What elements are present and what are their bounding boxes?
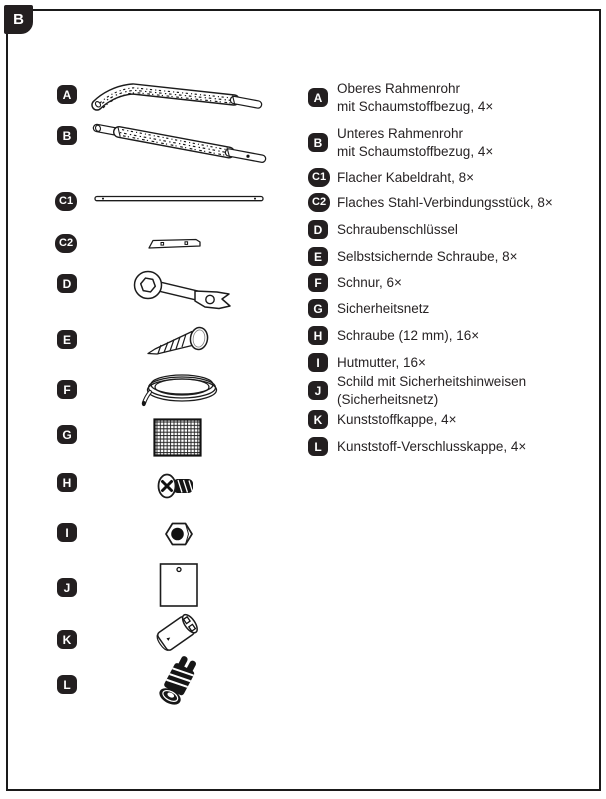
legend-badge-e: E <box>308 247 328 266</box>
legend-text-h: Schraube (12 mm), 16× <box>337 327 480 343</box>
legend-badge-c2: C2 <box>308 193 330 212</box>
legend-item-c2 <box>308 193 600 212</box>
cord-coil-illustration <box>137 364 221 410</box>
legend-text-c2: Flaches Stahl-Verbindungsstück, 8× <box>337 194 553 210</box>
legend-text-l: Kunststoff-Verschlusskappe, 4× <box>337 438 527 454</box>
part-badge-k: K <box>57 630 77 649</box>
legend-badge-j: J <box>308 381 328 400</box>
plastic-closure-cap-illustration <box>152 653 208 714</box>
legend-text-j: Schild mit Sicherheitshinweisen (Sicherheitsnetz) <box>337 374 527 407</box>
legend-text-f: Schnur, 6× <box>337 274 402 290</box>
part-badge-l: L <box>57 675 77 694</box>
legend-item-i <box>308 353 600 372</box>
section-label: B <box>13 11 24 28</box>
legend-badge-k: K <box>308 410 328 429</box>
legend-item-a <box>308 80 600 115</box>
lower-frame-tube-illustration <box>90 121 271 167</box>
screw-12mm-illustration <box>156 470 200 502</box>
part-badge-b: B <box>57 126 77 145</box>
safety-sign-illustration <box>158 561 200 608</box>
part-badge-d: D <box>57 274 77 293</box>
legend-item-f <box>308 273 600 292</box>
legend-item-d <box>308 220 600 239</box>
wrench-illustration <box>127 266 233 316</box>
part-badge-g: G <box>57 425 77 444</box>
legend-item-g <box>308 299 600 318</box>
part-badge-h: H <box>57 473 77 492</box>
section-tab <box>4 5 33 34</box>
legend-badge-i: I <box>308 353 328 372</box>
legend-badge-c1: C1 <box>308 168 330 187</box>
upper-frame-tube-illustration <box>90 78 268 114</box>
part-badge-f: F <box>57 380 77 399</box>
legend-item-j <box>308 373 600 408</box>
legend-badge-g: G <box>308 299 328 318</box>
legend-badge-h: H <box>308 326 328 345</box>
legend-text-b: Unteres Rahmenrohr mit Schaumstoffbezug, 4× <box>337 126 494 159</box>
flat-cable-wire-illustration <box>93 192 265 205</box>
legend-badge-b: B <box>308 133 328 152</box>
legend-text-c1: Flacher Kabeldraht, 8× <box>337 169 474 185</box>
legend-text-e: Selbstsichernde Schraube, 8× <box>337 248 518 264</box>
legend-text-d: Schraubenschlüssel <box>337 221 458 237</box>
part-badge-a: A <box>57 85 77 104</box>
legend-item-k <box>308 410 600 429</box>
legend-badge-f: F <box>308 273 328 292</box>
cap-nut-illustration <box>163 519 197 549</box>
legend-text-i: Hutmutter, 16× <box>337 354 426 370</box>
legend-item-l <box>308 437 600 456</box>
legend-text-k: Kunststoffkappe, 4× <box>337 411 457 427</box>
legend-badge-l: L <box>308 437 328 456</box>
self-locking-screw-illustration <box>141 325 211 359</box>
part-badge-i: I <box>57 523 77 542</box>
legend-badge-d: D <box>308 220 328 239</box>
legend-item-e <box>308 247 600 266</box>
part-badge-c2: C2 <box>55 234 77 253</box>
legend-badge-a: A <box>308 88 328 107</box>
legend-text-a: Oberes Rahmenrohr mit Schaumstoffbezug, 4× <box>337 81 494 114</box>
safety-net-illustration <box>153 418 202 457</box>
plastic-cap-illustration <box>150 606 206 658</box>
part-badge-c1: C1 <box>55 192 77 211</box>
part-badge-j: J <box>57 578 77 597</box>
legend-item-c1 <box>308 168 600 187</box>
part-badge-e: E <box>57 330 77 349</box>
legend-text-g: Sicherheitsnetz <box>337 300 430 316</box>
legend-item-h <box>308 326 600 345</box>
flat-steel-connector-illustration <box>146 235 204 255</box>
legend-item-b <box>308 125 600 160</box>
